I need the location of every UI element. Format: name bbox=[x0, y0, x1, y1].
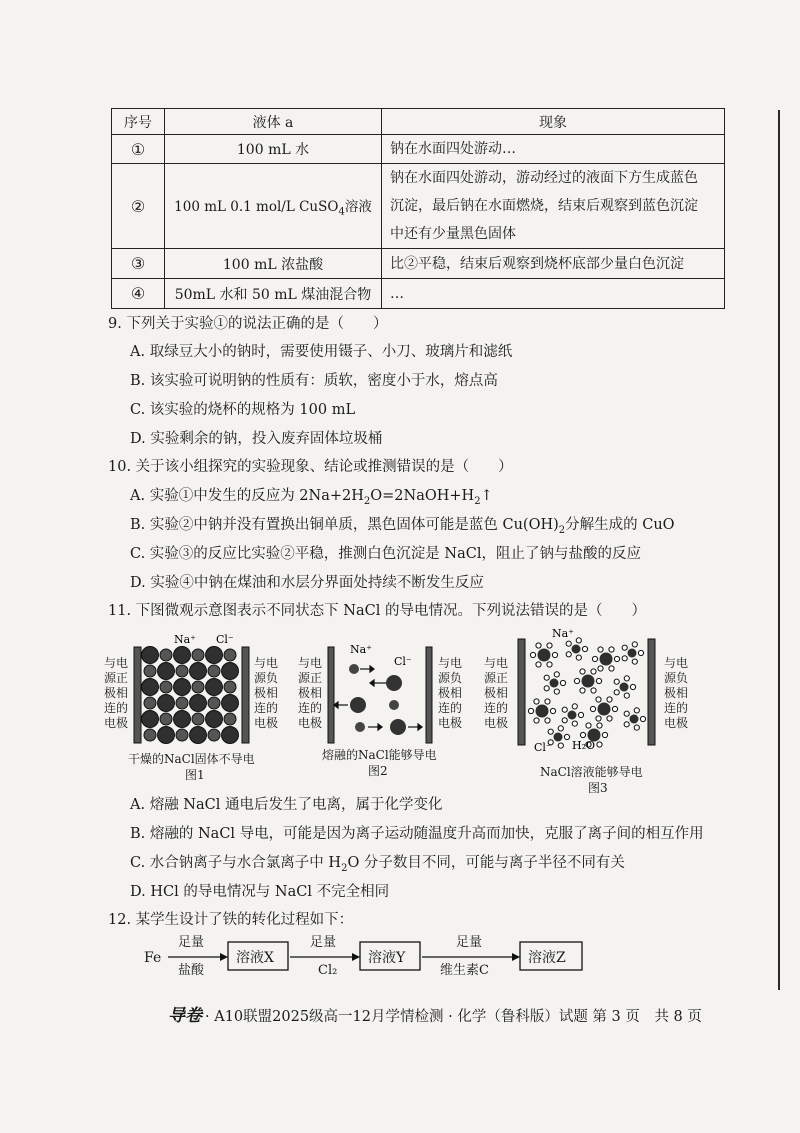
water-molecule bbox=[534, 699, 539, 704]
row-observation: … bbox=[382, 279, 725, 309]
na-ion bbox=[192, 713, 204, 725]
water-molecule bbox=[596, 716, 601, 721]
water-molecule bbox=[572, 721, 577, 726]
row-num: ① bbox=[112, 135, 165, 164]
water-molecule bbox=[582, 646, 587, 651]
hydrated-cl-ion bbox=[600, 653, 613, 666]
positive-electrode bbox=[518, 639, 525, 745]
hydrated-ions bbox=[528, 638, 645, 748]
water-molecule bbox=[566, 641, 571, 646]
row-num: ② bbox=[112, 164, 165, 249]
q10-option-a: A. 实验①中发生的反应为 $2Na+2H_2O=2NaOH+H_2↑$ bbox=[130, 488, 493, 507]
na-ion bbox=[144, 729, 156, 741]
svg-text:与电: 与电 bbox=[438, 656, 463, 670]
cl-ion bbox=[222, 663, 239, 680]
cl-ion bbox=[350, 697, 366, 713]
water-molecule bbox=[528, 708, 533, 713]
svg-text:电极: 电极 bbox=[104, 716, 129, 730]
q11-option-c: C. 水合钠离子与水合氯离子中 $H_2O$ 分子数目不同，可能与离子半径不同有关 bbox=[130, 855, 625, 874]
water-molecule bbox=[607, 697, 612, 702]
water-molecule bbox=[598, 666, 603, 671]
water-molecule bbox=[547, 643, 552, 648]
figure-1-label: 图1 bbox=[185, 768, 205, 782]
table-row bbox=[112, 279, 725, 309]
na-ion bbox=[208, 665, 220, 677]
water-molecule bbox=[545, 718, 550, 723]
svg-text:连的: 连的 bbox=[438, 701, 463, 715]
row-observation: 钠在水面四处游动，游动经过的液面下方生成蓝色 沉淀，最后钠在水面燃烧，结束后观察到蓝色沉淀 中还有少量黑色固体 bbox=[382, 164, 725, 249]
water-molecule bbox=[591, 688, 596, 693]
water-molecule bbox=[596, 697, 601, 702]
water-molecule bbox=[607, 716, 612, 721]
na-ion bbox=[208, 729, 220, 741]
water-molecule bbox=[624, 711, 629, 716]
water-molecule bbox=[545, 699, 550, 704]
q9-option-b: B. 该实验可说明钠的性质有：质软，密度小于水，熔点高 bbox=[130, 373, 498, 389]
q11-option-b: B. 熔融的 NaCl 导电，可能是因为离子运动随温度升高而加快，克服了离子间的相互作用 bbox=[130, 826, 704, 842]
hydrated-na-ion bbox=[572, 645, 581, 654]
row-num: ③ bbox=[112, 249, 165, 279]
na-ion bbox=[355, 722, 365, 732]
cl-ion-label: Cl⁻ bbox=[534, 741, 552, 754]
water-molecule bbox=[578, 712, 583, 717]
svg-text:源正: 源正 bbox=[104, 671, 129, 685]
svg-text:与电: 与电 bbox=[484, 656, 509, 670]
water-molecule bbox=[562, 707, 567, 712]
negative-electrode bbox=[242, 647, 249, 743]
water-molecule bbox=[536, 643, 541, 648]
q10-option-b: B. 实验②中钠并没有置换出铜单质，黑色固体可能是蓝色 $Cu(OH)_2$分解生成的 CuO bbox=[130, 517, 675, 536]
table-row bbox=[112, 135, 725, 164]
row-observation: 钠在水面四处游动… bbox=[382, 135, 725, 164]
h2o-label: H₂O bbox=[572, 739, 596, 752]
figure-3-caption: NaCl溶液能够导电 bbox=[540, 765, 643, 779]
svg-text:极相: 极相 bbox=[484, 686, 509, 700]
svg-text:源正: 源正 bbox=[298, 671, 323, 685]
na-ion bbox=[224, 649, 236, 661]
water-molecule bbox=[622, 656, 627, 661]
water-molecule bbox=[597, 723, 602, 728]
cl-ion bbox=[222, 727, 239, 744]
na-ion bbox=[144, 697, 156, 709]
cl-ion bbox=[206, 711, 223, 728]
svg-text:电极: 电极 bbox=[484, 716, 509, 730]
water-molecule bbox=[536, 662, 541, 667]
q10-stem: 10. 关于该小组探究的实验现象、结论或推测错误的是（ ） bbox=[108, 459, 513, 475]
hydrated-na-ion bbox=[620, 683, 629, 692]
svg-text:极相: 极相 bbox=[298, 686, 323, 700]
box-x-label: 溶液X bbox=[236, 950, 274, 966]
na-ion bbox=[192, 681, 204, 693]
water-molecule bbox=[598, 647, 603, 652]
cl-ion bbox=[142, 647, 159, 664]
right-electrode-label bbox=[254, 655, 278, 730]
footer-text: · A10联盟2025级高一12月学情检测 · 化学（鲁科版）试题 第 3 页 共 8 页 bbox=[205, 1009, 702, 1025]
na-ion bbox=[144, 665, 156, 677]
water-molecule bbox=[548, 729, 553, 734]
cl-ion bbox=[158, 695, 175, 712]
water-molecule bbox=[530, 652, 535, 657]
svg-text:连的: 连的 bbox=[104, 701, 129, 715]
q10-option-c: C. 实验③的反应比实验②平稳，推测白色沉淀是 NaCl，阻止了钠与盐酸的反应 bbox=[130, 546, 641, 562]
svg-text:源正: 源正 bbox=[484, 671, 509, 685]
figure-3-label: 图3 bbox=[588, 781, 608, 795]
svg-text:源负: 源负 bbox=[438, 671, 463, 685]
svg-text:盐酸: 盐酸 bbox=[178, 963, 205, 978]
water-molecule bbox=[634, 725, 639, 730]
cl-ion bbox=[158, 727, 175, 744]
left-electrode-label bbox=[104, 655, 128, 730]
na-ion bbox=[349, 664, 359, 674]
row-liquid: 50mL 水和 50 mL 煤油混合物 bbox=[165, 279, 382, 309]
na-ion-label: Na⁺ bbox=[552, 627, 574, 640]
experiment-table bbox=[111, 108, 725, 309]
svg-text:与电: 与电 bbox=[664, 656, 689, 670]
svg-text:连的: 连的 bbox=[254, 701, 279, 715]
cl-ion bbox=[158, 663, 175, 680]
hydrated-cl-ion bbox=[598, 703, 611, 716]
water-molecule bbox=[592, 656, 597, 661]
figure-1-svg bbox=[104, 625, 280, 745]
svg-text:电极: 电极 bbox=[664, 716, 689, 730]
table-row bbox=[112, 164, 725, 249]
fe-label: Fe bbox=[144, 950, 162, 966]
water-molecule bbox=[609, 666, 614, 671]
water-molecule bbox=[614, 679, 619, 684]
table-header-row bbox=[112, 109, 725, 135]
na-ion bbox=[224, 713, 236, 725]
svg-text:连的: 连的 bbox=[664, 701, 689, 715]
water-molecule bbox=[624, 676, 629, 681]
page-edge-line bbox=[778, 110, 780, 990]
water-molecule bbox=[564, 734, 569, 739]
na-ion-label: Na⁺ bbox=[350, 643, 372, 656]
water-molecule bbox=[554, 689, 559, 694]
cl-ion bbox=[174, 647, 191, 664]
negative-electrode bbox=[426, 647, 432, 743]
water-molecule bbox=[591, 669, 596, 674]
water-molecule bbox=[624, 693, 629, 698]
na-ion bbox=[176, 697, 188, 709]
na-ion bbox=[176, 729, 188, 741]
nacl-lattice bbox=[142, 647, 239, 744]
water-molecule bbox=[558, 726, 563, 731]
water-molecule bbox=[634, 708, 639, 713]
water-molecule bbox=[580, 688, 585, 693]
svg-text:连的: 连的 bbox=[484, 701, 509, 715]
svg-text:源负: 源负 bbox=[254, 671, 279, 685]
iron-conversion-flow bbox=[140, 932, 610, 986]
cl-ion bbox=[222, 695, 239, 712]
q12-stem: 12. 某学生设计了铁的转化过程如下： bbox=[108, 912, 354, 928]
svg-text:极相: 极相 bbox=[664, 686, 689, 700]
na-ion bbox=[192, 649, 204, 661]
water-molecule bbox=[622, 645, 627, 650]
q11-option-d: D. HCl 的导电情况与 NaCl 不完全相同 bbox=[130, 884, 390, 900]
cl-ion bbox=[190, 663, 207, 680]
water-molecule bbox=[580, 732, 585, 737]
row-liquid: 100 mL 0.1 mol/L CuSO$_4$溶液 bbox=[165, 164, 382, 249]
figure-2-svg bbox=[298, 625, 470, 745]
svg-text:足量: 足量 bbox=[310, 935, 337, 950]
header-num: 序号 bbox=[112, 109, 165, 135]
svg-text:与电: 与电 bbox=[298, 656, 323, 670]
row-num: ④ bbox=[112, 279, 165, 309]
cl-ion bbox=[390, 719, 406, 735]
flow-svg bbox=[140, 932, 610, 982]
svg-text:电极: 电极 bbox=[298, 716, 323, 730]
cl-ion-label: Cl⁻ bbox=[216, 633, 234, 646]
positive-electrode bbox=[134, 647, 141, 743]
water-molecule bbox=[614, 690, 619, 695]
water-molecule bbox=[624, 722, 629, 727]
figure-2-caption: 熔融的NaCl能够导电 bbox=[322, 748, 437, 762]
page-footer bbox=[168, 1001, 702, 1026]
header-observation: 现象 bbox=[382, 109, 725, 135]
water-molecule bbox=[612, 706, 617, 711]
water-molecule bbox=[560, 680, 565, 685]
svg-text:维生素C: 维生素C bbox=[440, 963, 489, 978]
na-ion bbox=[208, 697, 220, 709]
figure-1-solid-nacl bbox=[104, 625, 280, 745]
cl-ion bbox=[190, 695, 207, 712]
water-molecule bbox=[597, 742, 602, 747]
water-molecule bbox=[552, 652, 557, 657]
hydrated-na-ion bbox=[554, 733, 563, 742]
svg-text:电极: 电极 bbox=[254, 716, 279, 730]
water-molecule bbox=[544, 675, 549, 680]
q9-stem: 9. 下列关于实验①的说法正确的是（ ） bbox=[108, 316, 388, 332]
water-molecule bbox=[638, 650, 643, 655]
na-ion-label: Na⁺ bbox=[174, 633, 196, 646]
water-molecule bbox=[586, 723, 591, 728]
negative-electrode bbox=[648, 639, 655, 745]
water-molecule bbox=[576, 638, 581, 643]
box-z-label: 溶液Z bbox=[528, 950, 566, 966]
row-liquid: 100 mL 水 bbox=[165, 135, 382, 164]
svg-text:电极: 电极 bbox=[438, 716, 463, 730]
box-y-label: 溶液Y bbox=[368, 950, 406, 966]
cl-ion-label: Cl⁻ bbox=[394, 655, 412, 668]
na-ion bbox=[160, 649, 172, 661]
svg-text:极相: 极相 bbox=[254, 686, 279, 700]
svg-text:连的: 连的 bbox=[298, 701, 323, 715]
water-molecule bbox=[554, 672, 559, 677]
cl-ion bbox=[190, 727, 207, 744]
positive-electrode bbox=[328, 647, 334, 743]
q9-option-d: D. 实验剩余的钠，投入废弃固体垃圾桶 bbox=[130, 431, 383, 447]
water-molecule bbox=[632, 659, 637, 664]
svg-text:Cl₂: Cl₂ bbox=[318, 963, 338, 978]
water-molecule bbox=[566, 652, 571, 657]
row-observation: 比②平稳，结束后观察到烧杯底部少量白色沉淀 bbox=[382, 249, 725, 279]
figure-2-label: 图2 bbox=[368, 764, 388, 778]
cl-ion bbox=[142, 711, 159, 728]
water-molecule bbox=[544, 686, 549, 691]
q9-option-c: C. 该实验的烧杯的规格为 100 mL bbox=[130, 402, 356, 418]
water-molecule bbox=[580, 669, 585, 674]
svg-text:足量: 足量 bbox=[178, 935, 205, 950]
hydrated-cl-ion bbox=[538, 649, 551, 662]
water-molecule bbox=[640, 716, 645, 721]
water-molecule bbox=[550, 708, 555, 713]
water-molecule bbox=[558, 743, 563, 748]
water-molecule bbox=[562, 718, 567, 723]
water-molecule bbox=[630, 684, 635, 689]
hydrated-na-ion bbox=[630, 715, 639, 724]
water-molecule bbox=[596, 678, 601, 683]
header-liquid: 液体 a bbox=[165, 109, 382, 135]
figure-3-svg bbox=[484, 625, 690, 755]
q9-option-a: A. 取绿豆大小的钠时，需要使用镊子、小刀、玻璃片和滤纸 bbox=[130, 344, 513, 360]
svg-text:与电: 与电 bbox=[254, 656, 279, 670]
hydrated-na-ion bbox=[628, 649, 637, 658]
water-molecule bbox=[602, 732, 607, 737]
hydrated-cl-ion bbox=[536, 705, 549, 718]
water-molecule bbox=[547, 662, 552, 667]
cl-ion bbox=[174, 679, 191, 696]
hydrated-cl-ion bbox=[582, 675, 595, 688]
water-molecule bbox=[574, 678, 579, 683]
svg-text:极相: 极相 bbox=[438, 686, 463, 700]
table-row bbox=[112, 249, 725, 279]
na-ion bbox=[160, 713, 172, 725]
water-molecule bbox=[609, 647, 614, 652]
na-ion bbox=[160, 681, 172, 693]
q10-option-d: D. 实验④中钠在煤油和水层分界面处持续不断发生反应 bbox=[130, 575, 484, 591]
water-molecule bbox=[632, 642, 637, 647]
cl-ion bbox=[142, 679, 159, 696]
water-molecule bbox=[576, 655, 581, 660]
footer-logo: 导卷 bbox=[168, 1006, 202, 1026]
svg-text:源负: 源负 bbox=[664, 671, 689, 685]
q11-stem: 11. 下图微观示意图表示不同状态下 NaCl 的导电情况。下列说法错误的是（ ） bbox=[108, 603, 646, 619]
water-molecule bbox=[534, 718, 539, 723]
water-molecule bbox=[590, 706, 595, 711]
water-molecule bbox=[572, 704, 577, 709]
cl-ion bbox=[386, 675, 402, 691]
svg-text:足量: 足量 bbox=[456, 935, 483, 950]
cl-ion bbox=[206, 647, 223, 664]
hydrated-na-ion bbox=[568, 711, 577, 720]
svg-text:极相: 极相 bbox=[104, 686, 129, 700]
na-ion bbox=[389, 700, 399, 710]
cl-ion bbox=[206, 679, 223, 696]
q11-option-a: A. 熔融 NaCl 通电后发生了电离，属于化学变化 bbox=[130, 797, 443, 813]
figure-2-molten-nacl bbox=[298, 625, 470, 745]
cl-ion bbox=[174, 711, 191, 728]
svg-text:与电: 与电 bbox=[104, 656, 129, 670]
figure-1-caption: 干燥的NaCl固体不导电 bbox=[128, 752, 255, 766]
hydrated-na-ion bbox=[550, 679, 559, 688]
figure-3-nacl-solution bbox=[484, 625, 690, 755]
row-liquid: 100 mL 浓盐酸 bbox=[165, 249, 382, 279]
na-ion bbox=[176, 665, 188, 677]
water-molecule bbox=[614, 656, 619, 661]
na-ion bbox=[224, 681, 236, 693]
